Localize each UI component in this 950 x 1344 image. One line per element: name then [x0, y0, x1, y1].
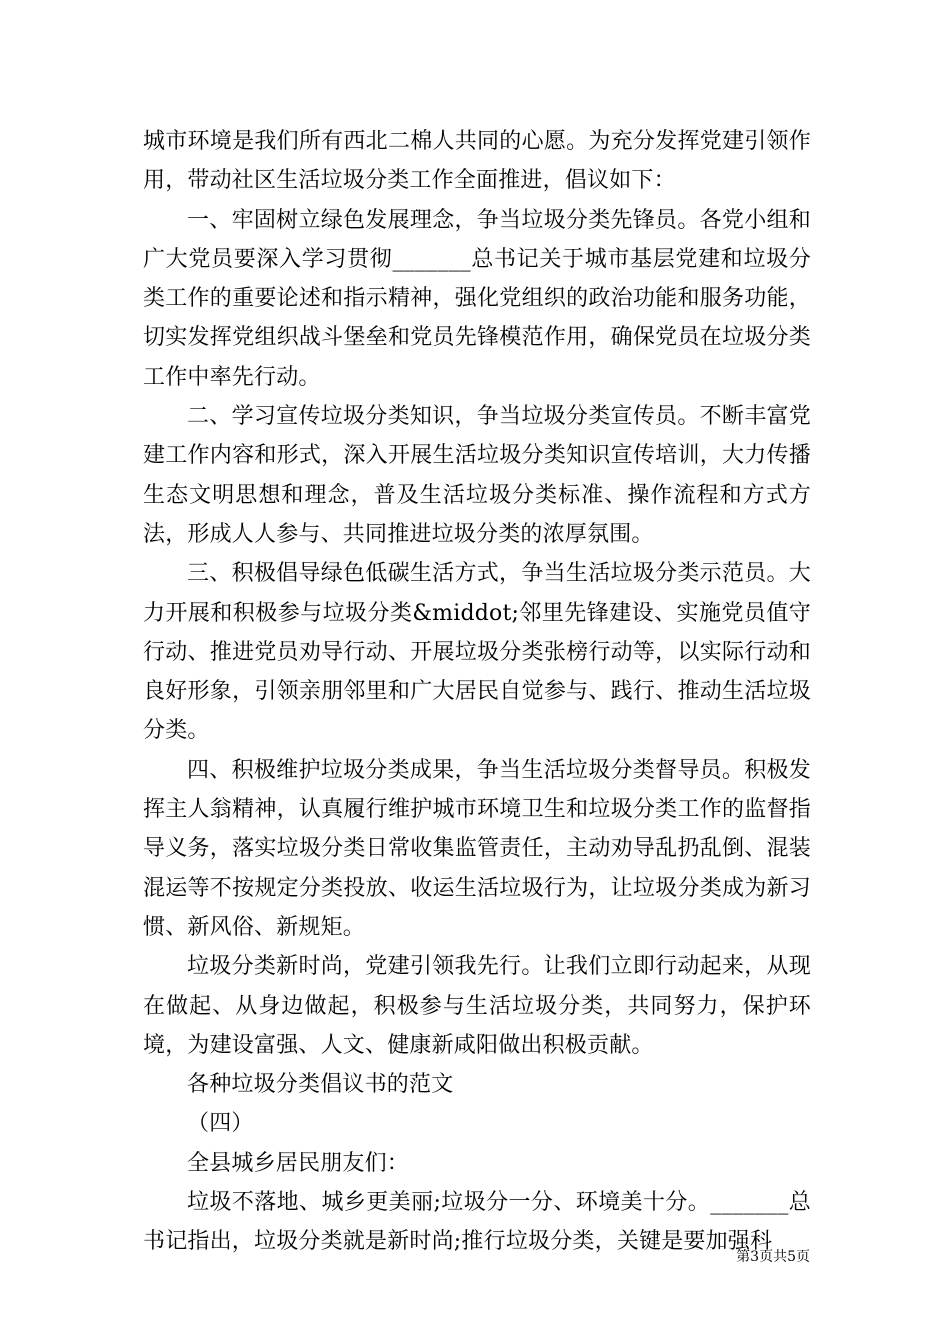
paragraph-opening: 垃圾不落地、城乡更美丽;垃圾分一分、环境美十分。_______总书记指出，垃圾分类就是新时尚;推行垃圾分类，关键是要加强科: [143, 1190, 811, 1255]
paragraph-item-2: 二、学习宣传垃圾分类知识，争当垃圾分类宣传员。不断丰富党建工作内容和形式，深入开展生活垃圾分类知识宣传培训，大力传播生态文明思想和理念，普及生活垃圾分类标准、操作流程和方式方法，形成人人参与、共同推进垃圾分类的浓厚氛围。: [143, 404, 811, 547]
document-body: [143, 122, 811, 1262]
paragraph-item-3: 三、积极倡导绿色低碳生活方式，争当生活垃圾分类示范员。大力开展和积极参与垃圾分类&middot;邻里先锋建设、实施党员值守行动、推进党员劝导行动、开展垃圾分类张榜行动等，以实际行动和良好形象，引领亲朋邻里和广大居民自觉参与、践行、推动生活垃圾分类。: [143, 561, 811, 744]
paragraph-item-4: 四、积极维护垃圾分类成果，争当生活垃圾分类督导员。积极发挥主人翁精神，认真履行维护城市环境卫生和垃圾分类工作的监督指导义务，落实垃圾分类日常收集监管责任，主动劝导乱扔乱倒、混装混运等不按规定分类投放、收运生活垃圾行为，让垃圾分类成为新习惯、新风俗、新规矩。: [143, 757, 811, 940]
paragraph-closing: 垃圾分类新时尚，党建引领我先行。让我们立即行动起来，从现在做起、从身边做起，积极参与生活垃圾分类，共同努力，保护环境，为建设富强、人文、健康新咸阳做出积极贡献。: [143, 954, 811, 1058]
paragraph-item-1: 一、牢固树立绿色发展理念，争当垃圾分类先锋员。各党小组和广大党员要深入学习贯彻_______总书记关于城市基层党建和垃圾分类工作的重要论述和指示精神，强化党组织的政治功能和服务功能，切实发挥党组织战斗堡垒和党员先锋模范作用，确保党员在垃圾分类工作中率先行动。: [143, 207, 811, 390]
section-number: （四）: [187, 1111, 254, 1137]
page-number: 第3页共5页: [736, 1249, 810, 1265]
paragraph-intro: 城市环境是我们所有西北二棉人共同的心愿。为充分发挥党建引领作用，带动社区生活垃圾分类工作全面推进，倡议如下：: [143, 129, 811, 194]
salutation: 全县城乡居民朋友们：: [187, 1150, 410, 1176]
section-title: 各种垃圾分类倡议书的范文: [187, 1072, 454, 1098]
